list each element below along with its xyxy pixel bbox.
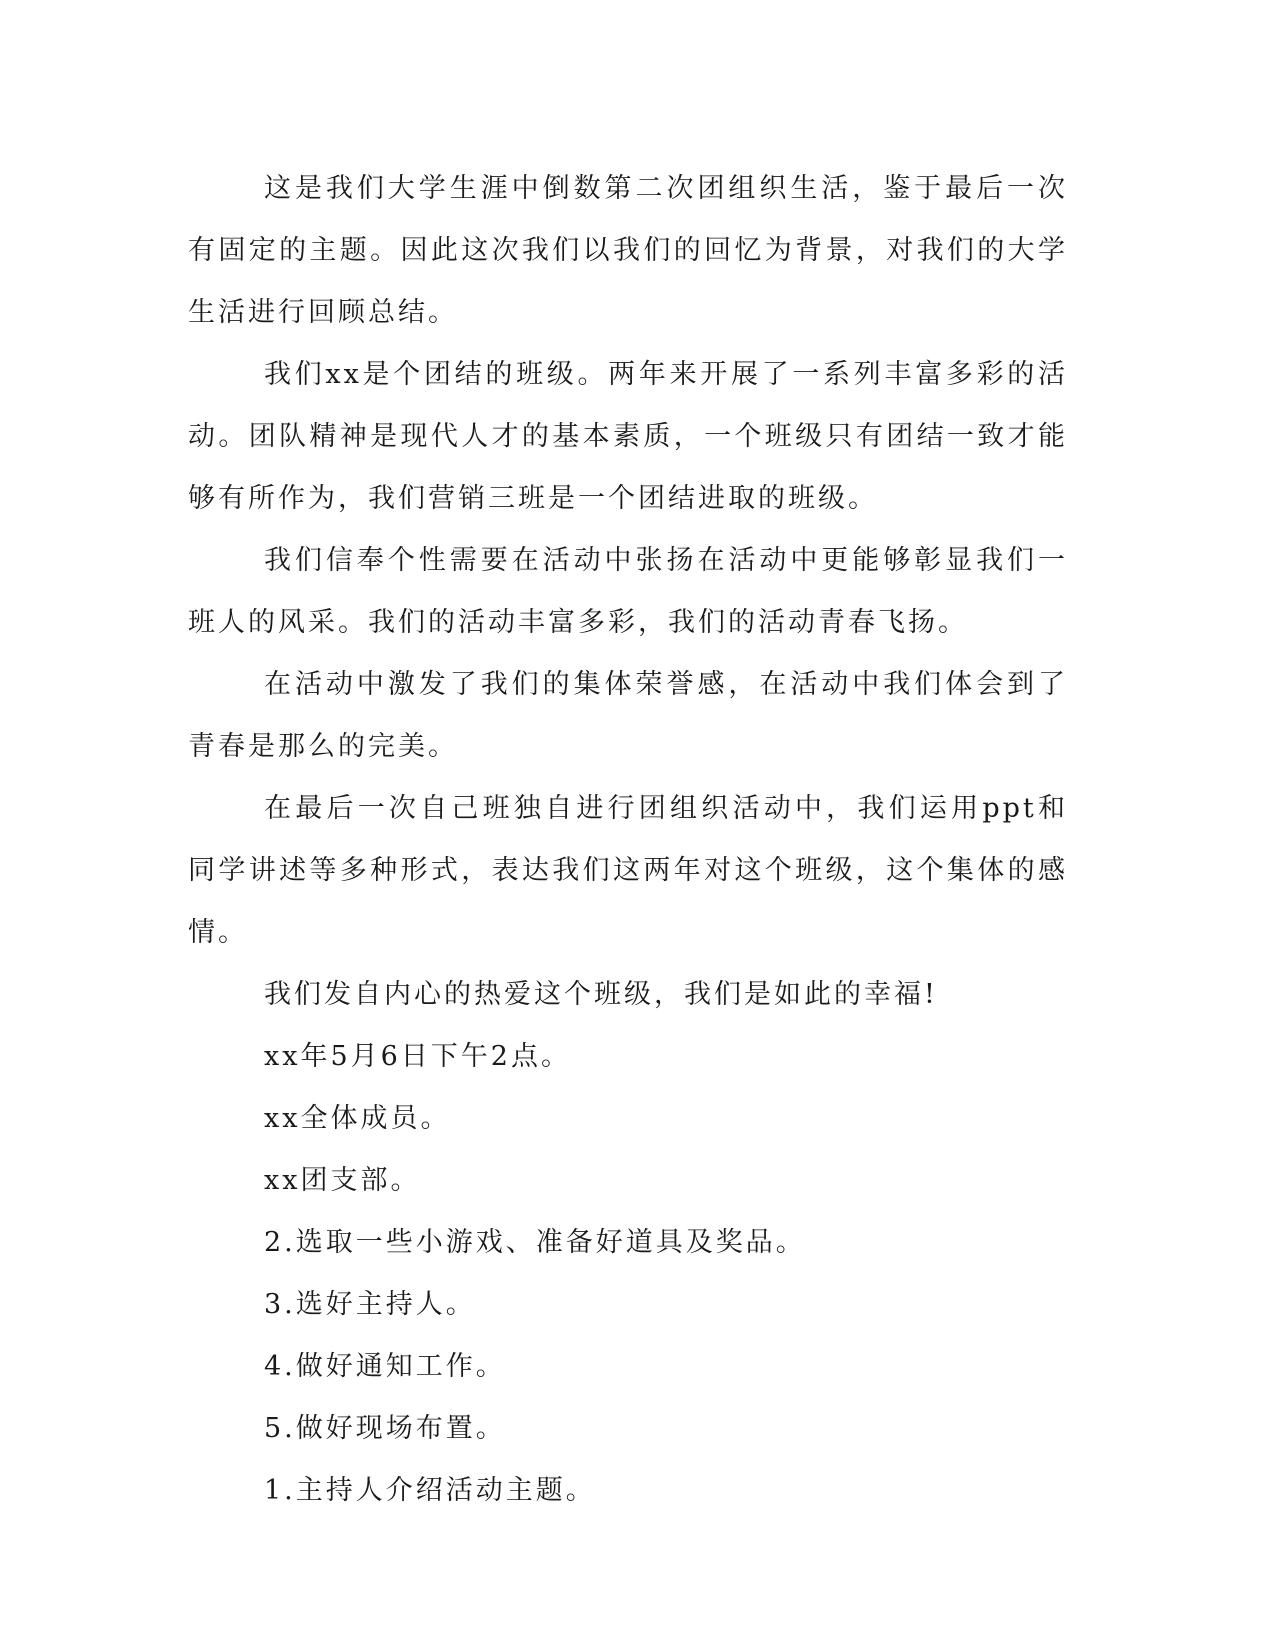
list-item-intro-theme: 1.主持人介绍活动主题。 [264, 1475, 596, 1506]
paragraph-last-activity: 在最后一次自己班独自进行团组织活动中，我们运用ppt和同学讲述等多种形式，表达我们这两年对这个班级，这个集体的感情。 [188, 793, 1068, 948]
paragraph-time: xx年5月6日下午2点。 [264, 1041, 571, 1072]
paragraph-organizer: xx团支部。 [264, 1165, 421, 1196]
paragraph-individuality: 我们信奉个性需要在活动中张扬在活动中更能够彰显我们一班人的风采。我们的活动丰富多彩，我们的活动青春飞扬。 [188, 545, 1068, 638]
paragraph-class-unity: 我们xx是个团结的班级。两年来开展了一系列丰富多彩的活动。团队精神是现代人才的基本素质，一个班级只有团结一致才能够有所作为，我们营销三班是一个团结进取的班级。 [188, 359, 1068, 514]
list-item-notice: 4.做好通知工作。 [264, 1351, 506, 1382]
list-item-prep-games: 2.选取一些小游戏、准备好道具及奖品。 [264, 1227, 806, 1258]
document-body [188, 158, 1068, 1522]
paragraph-participants: xx全体成员。 [264, 1103, 451, 1134]
list-item-venue: 5.做好现场布置。 [264, 1413, 506, 1444]
paragraph-honor: 在活动中激发了我们的集体荣誉感，在活动中我们体会到了青春是那么的完美。 [188, 669, 1068, 762]
paragraph-intro: 这是我们大学生涯中倒数第二次团组织生活，鉴于最后一次有固定的主题。因此这次我们以我们的回忆为背景，对我们的大学生活进行回顾总结。 [188, 173, 1068, 328]
list-item-host: 3.选好主持人。 [264, 1289, 476, 1320]
paragraph-love-class: 我们发自内心的热爱这个班级，我们是如此的幸福! [264, 979, 938, 1010]
